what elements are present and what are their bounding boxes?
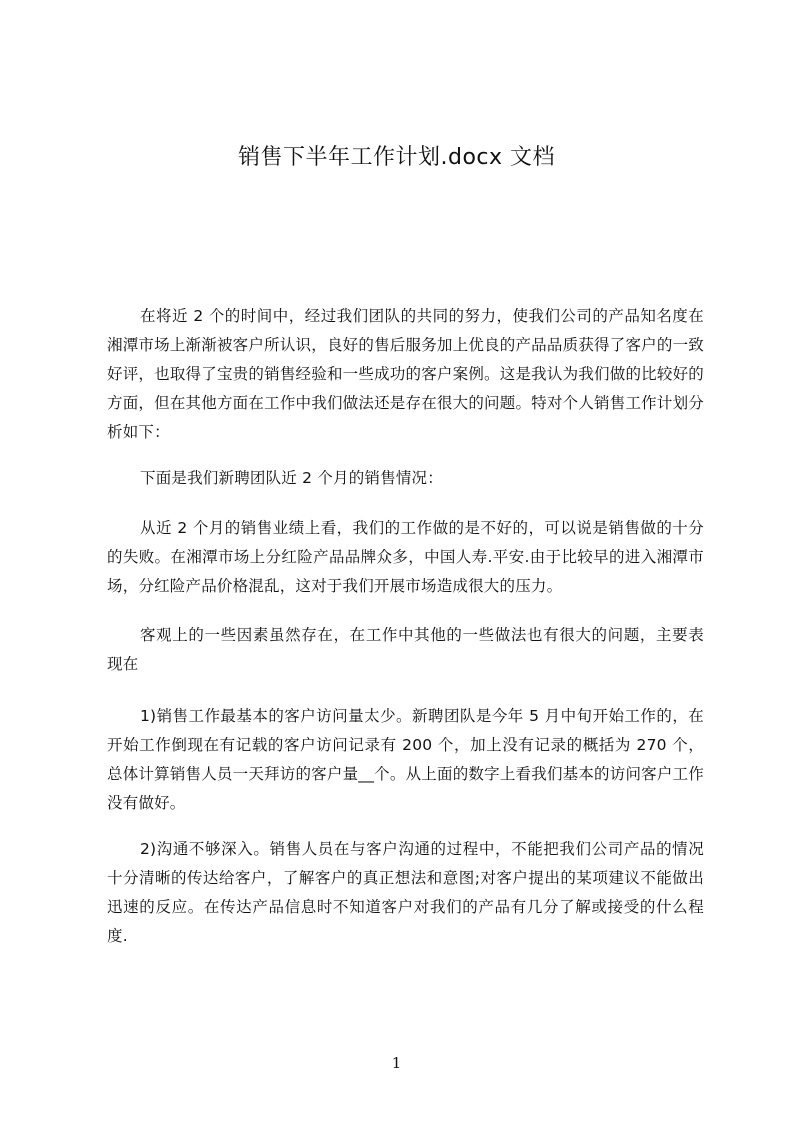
paragraph-intro: 在将近 2 个的时间中，经过我们团队的共同的努力，使我们公司的产品知名度在湘潭市场上渐渐被客户所认识，良好的售后服务加上优良的产品品质获得了客户的一致好评，也取得了宝贵的销售经验和一些成功的客户案例。这是我认为我们做的比较好的方面，但在其他方面在工作中我们做法还是存在很大的问题。特对个人销售工作计划分析如下： bbox=[107, 306, 704, 441]
page-number: 1 bbox=[391, 1054, 402, 1072]
document-title: 销售下半年工作计划.docx 文档 bbox=[237, 145, 556, 170]
paragraph-point-1: 1)销售工作最基本的客户访问量太少。新聘团队是今年 5 月中旬开始工作的，在开始工作倒现在有记载的客户访问记录有 200 个，加上没有记录的概括为 270 个，总体计算销售人员一天拜访的客户量__个。从上面的数字上看我们基本的访问客户工作没有做好。 bbox=[107, 706, 704, 812]
paragraph-problems: 客观上的一些因素虽然存在，在工作中其他的一些做法也有很大的问题，主要表现在 bbox=[107, 625, 704, 673]
paragraph-sales-analysis: 从近 2 个月的销售业绩上看，我们的工作做的是不好的，可以说是销售做的十分的失败。在湘潭市场上分红险产品品牌众多，中国人寿.平安.由于比较早的进入湘潭市场，分红险产品价格混乱，这对于我们开展市场造成很大的压力。 bbox=[107, 518, 704, 595]
paragraph-point-2: 2)沟通不够深入。销售人员在与客户沟通的过程中，不能把我们公司产品的情况十分清晰的传达给客户，了解客户的真正想法和意图;对客户提出的某项建议不能做出迅速的反应。在传达产品信息时不知道客户对我们的产品有几分了解或接受的什么程度. bbox=[107, 839, 704, 945]
paragraph-sales-intro: 下面是我们新聘团队近 2 个月的销售情况： bbox=[140, 468, 443, 487]
